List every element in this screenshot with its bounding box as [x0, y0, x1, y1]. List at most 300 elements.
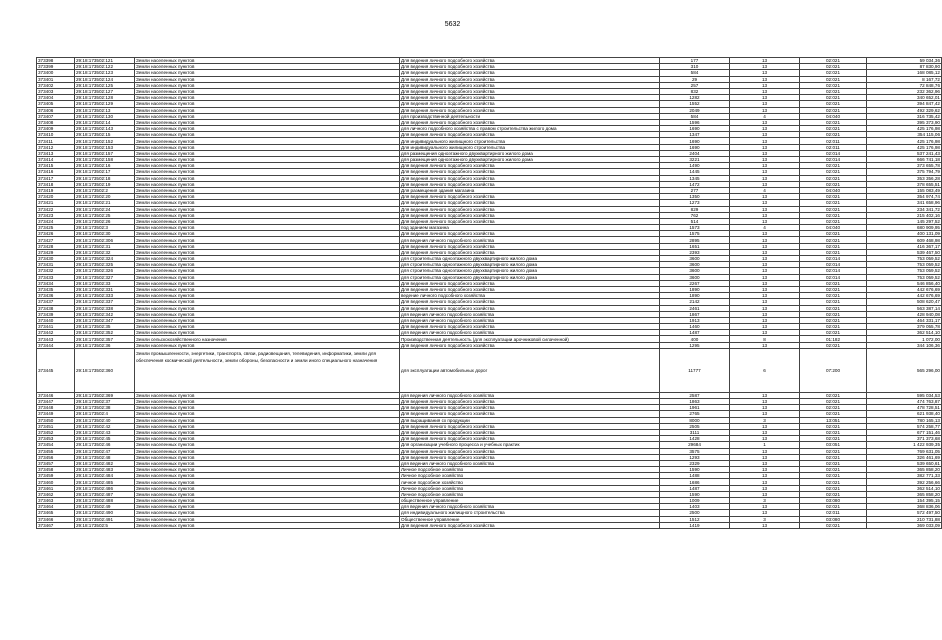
group-code-cell: 8: [730, 336, 800, 342]
type-code-cell: 02:011: [800, 138, 867, 144]
cadastral-value-cell: 769 631,05: [867, 448, 942, 454]
permitted-use-cell: Для ведения личного подсобного хозяйства: [400, 411, 660, 417]
group-code-cell: 3: [730, 417, 800, 423]
permitted-use-cell: Общественное управление: [400, 516, 660, 522]
area-cell: 1009: [660, 498, 730, 504]
cadastral-value-cell: 563 387,14: [867, 305, 942, 311]
cadastral-value-cell: 442 676,69: [867, 293, 942, 299]
type-code-cell: 02:021: [800, 467, 867, 473]
row-number-cell: 373451: [37, 423, 75, 429]
cadastral-number-cell: 29:18:173502:3: [75, 225, 135, 231]
row-number-cell: 373466: [37, 516, 75, 522]
type-code-cell: 02:021: [800, 88, 867, 94]
row-number-cell: 373412: [37, 144, 75, 150]
type-code-cell: 02:021: [800, 95, 867, 101]
cadastral-number-cell: 29:18:173502:4: [75, 411, 135, 417]
cadastral-value-cell: 369 033,09: [867, 522, 942, 528]
permitted-use-cell: Для ведения личного подсобного хозяйства: [400, 58, 660, 64]
row-number-cell: 373460: [37, 479, 75, 485]
cadastral-number-cell: 29:18:173502:31: [75, 243, 135, 249]
type-code-cell: 02:014: [800, 150, 867, 156]
cadastral-number-cell: 29:18:173502:483: [75, 467, 135, 473]
type-code-cell: 03:080: [800, 498, 867, 504]
land-category-cell: Земли населенных пунктов: [135, 150, 400, 156]
group-code-cell: 13: [730, 317, 800, 323]
group-code-cell: 13: [730, 286, 800, 292]
cadastral-number-cell: 29:18:173502:124: [75, 76, 135, 82]
cadastral-number-cell: 29:18:173502:326: [75, 268, 135, 274]
row-number-cell: 373417: [37, 175, 75, 181]
land-category-cell: Земли промышленности, энергетики, транспорта, связи, радиовещания, телевидения, информатики, земли для обеспечения космической деятельности, земли обороны, безопасности и земли иного специального назначения: [135, 348, 400, 392]
type-code-cell: 02:014: [800, 274, 867, 280]
area-cell: 832: [660, 88, 730, 94]
group-code-cell: 13: [730, 206, 800, 212]
group-code-cell: 13: [730, 479, 800, 485]
group-code-cell: 13: [730, 311, 800, 317]
type-code-cell: 02:021: [800, 460, 867, 466]
permitted-use-cell: Для ведения личного подсобного хозяйства: [400, 200, 660, 206]
permitted-use-cell: Для ведения личного подсобного хозяйства: [400, 423, 660, 429]
permitted-use-cell: для ведения личного подсобного хозяйства: [400, 392, 660, 398]
group-code-cell: 13: [730, 231, 800, 237]
cadastral-number-cell: 29:18:173502:486: [75, 485, 135, 491]
cadastral-value-cell: 365 858,20: [867, 491, 942, 497]
type-code-cell: 02:021: [800, 126, 867, 132]
cadastral-value-cell: 621 938,40: [867, 411, 942, 417]
permitted-use-cell: Для ведения личного подсобного хозяйства: [400, 342, 660, 348]
cadastral-number-cell: 29:18:173502:337: [75, 299, 135, 305]
cadastral-value-cell: 492 329,62: [867, 107, 942, 113]
area-cell: 584: [660, 70, 730, 76]
row-number-cell: 373416: [37, 169, 75, 175]
group-code-cell: 13: [730, 126, 800, 132]
area-cell: 1487: [660, 330, 730, 336]
row-number-cell: 373421: [37, 200, 75, 206]
type-code-cell: 02:021: [800, 399, 867, 405]
area-cell: 277: [660, 187, 730, 193]
land-category-cell: Земли населенных пунктов: [135, 249, 400, 255]
row-number-cell: 373406: [37, 107, 75, 113]
type-code-cell: 02:021: [800, 299, 867, 305]
cadastral-value-cell: 680 909,95: [867, 225, 942, 231]
group-code-cell: 13: [730, 194, 800, 200]
row-number-cell: 373419: [37, 187, 75, 193]
cadastral-value-cell: 72 848,76: [867, 82, 942, 88]
land-category-cell: Земли населенных пунктов: [135, 88, 400, 94]
row-number-cell: 373420: [37, 194, 75, 200]
table-body: [37, 58, 942, 529]
cadastral-number-cell: 29:18:173502:484: [75, 473, 135, 479]
type-code-cell: 02:021: [800, 70, 867, 76]
group-code-cell: 13: [730, 491, 800, 497]
type-code-cell: 04:040: [800, 113, 867, 119]
group-code-cell: 13: [730, 436, 800, 442]
area-cell: 3575: [660, 448, 730, 454]
cadastral-number-cell: 29:18:173502:49: [75, 504, 135, 510]
cadastral-value-cell: 609 468,98: [867, 237, 942, 243]
group-code-cell: 13: [730, 448, 800, 454]
row-number-cell: 373448: [37, 405, 75, 411]
permitted-use-cell: Для ведения личного подсобного хозяйства: [400, 76, 660, 82]
group-code-cell: 13: [730, 293, 800, 299]
permitted-use-cell: Для ведения личного подсобного хозяйства: [400, 95, 660, 101]
cadastral-value-cell: 210 731,88: [867, 516, 942, 522]
row-number-cell: 373431: [37, 262, 75, 268]
type-code-cell: 02:021: [800, 194, 867, 200]
area-cell: 2765: [660, 411, 730, 417]
group-code-cell: 13: [730, 485, 800, 491]
land-category-cell: Земли населенных пунктов: [135, 317, 400, 323]
land-category-cell: Земли населенных пунктов: [135, 126, 400, 132]
row-number-cell: 373453: [37, 436, 75, 442]
row-number-cell: 373464: [37, 504, 75, 510]
permitted-use-cell: для ведения личного подсобного хозяйства: [400, 317, 660, 323]
land-category-cell: Земли населенных пунктов: [135, 293, 400, 299]
area-cell: 2587: [660, 392, 730, 398]
land-category-cell: Земли населенных пунктов: [135, 212, 400, 218]
area-cell: 1890: [660, 293, 730, 299]
area-cell: 1575: [660, 231, 730, 237]
group-code-cell: 13: [730, 411, 800, 417]
cadastral-number-cell: 29:18:173502:369: [75, 392, 135, 398]
cadastral-value-cell: 87 830,90: [867, 64, 942, 70]
permitted-use-cell: для ведения личного подсобного хозяйства: [400, 330, 660, 336]
cadastral-number-cell: 29:18:173502:125: [75, 82, 135, 88]
type-code-cell: 02:021: [800, 175, 867, 181]
cadastral-value-cell: 416 367,17: [867, 243, 942, 249]
row-number-cell: 373456: [37, 454, 75, 460]
cadastral-number-cell: 29:18:173502:491: [75, 516, 135, 522]
table-row: [37, 348, 942, 392]
land-category-cell: Земли населенных пунктов: [135, 231, 400, 237]
type-code-cell: 02:021: [800, 169, 867, 175]
type-code-cell: 02:021: [800, 405, 867, 411]
land-category-cell: Земли населенных пунктов: [135, 510, 400, 516]
area-cell: 2049: [660, 107, 730, 113]
cadastral-number-cell: 29:18:173502:482: [75, 460, 135, 466]
land-category-cell: Земли населенных пунктов: [135, 299, 400, 305]
cadastral-number-cell: 29:18:173502:2: [75, 187, 135, 193]
cadastral-number-cell: 29:18:173502:15: [75, 132, 135, 138]
cadastral-value-cell: 425 176,98: [867, 138, 942, 144]
cadastral-number-cell: 29:18:173502:13: [75, 107, 135, 113]
land-category-cell: Земли населенных пунктов: [135, 58, 400, 64]
group-code-cell: 13: [730, 262, 800, 268]
land-category-cell: Земли населенных пунктов: [135, 163, 400, 169]
land-category-cell: Земли населенных пунктов: [135, 429, 400, 435]
area-cell: 29: [660, 76, 730, 82]
row-number-cell: 373459: [37, 473, 75, 479]
area-cell: 2505: [660, 423, 730, 429]
permitted-use-cell: Для ведения личного подсобного хозяйства: [400, 132, 660, 138]
cadastral-value-cell: 362 514,10: [867, 485, 942, 491]
group-code-cell: 13: [730, 473, 800, 479]
row-number-cell: 373435: [37, 286, 75, 292]
area-cell: 1487: [660, 485, 730, 491]
page-number: 5632: [444, 21, 461, 28]
type-code-cell: 02:021: [800, 454, 867, 460]
cadastral-value-cell: 392 256,66: [867, 479, 942, 485]
cadastral-number-cell: 29:18:173502:360: [75, 348, 135, 392]
group-code-cell: 13: [730, 274, 800, 280]
cadastral-number-cell: 29:18:173502:128: [75, 95, 135, 101]
row-number-cell: 373429: [37, 249, 75, 255]
permitted-use-cell: Для ведения личного подсобного хозяйства: [400, 218, 660, 224]
permitted-use-cell: для строительства одноэтажного двухквартирного жилого дома: [400, 268, 660, 274]
row-number-cell: 373430: [37, 256, 75, 262]
cadastral-value-cell: 234 341,72: [867, 206, 942, 212]
group-code-cell: 13: [730, 175, 800, 181]
land-category-cell: Земли населенных пунктов: [135, 64, 400, 70]
land-category-cell: Земли населенных пунктов: [135, 218, 400, 224]
area-cell: 1347: [660, 132, 730, 138]
cadastral-number-cell: 29:18:173502:130: [75, 113, 135, 119]
row-number-cell: 373405: [37, 101, 75, 107]
permitted-use-cell: Для ведения личного подсобного хозяйства: [400, 194, 660, 200]
permitted-use-cell: Для ведения личного подсобного хозяйства: [400, 70, 660, 76]
type-code-cell: 02:021: [800, 473, 867, 479]
cadastral-number-cell: 29:18:173502:38: [75, 405, 135, 411]
cadastral-value-cell: 425 176,98: [867, 126, 942, 132]
cadastral-number-cell: 29:18:173502:485: [75, 479, 135, 485]
permitted-use-cell: Для ведения личного подсобного хозяйства: [400, 64, 660, 70]
cadastral-value-cell: 572 497,50: [867, 510, 942, 516]
row-number-cell: 373446: [37, 392, 75, 398]
area-cell: 1573: [660, 225, 730, 231]
row-number-cell: 373454: [37, 442, 75, 448]
land-category-cell: Земли населенных пунктов: [135, 305, 400, 311]
group-code-cell: 13: [730, 467, 800, 473]
land-category-cell: Земли населенных пунктов: [135, 405, 400, 411]
cadastral-number-cell: 29:18:173502:30: [75, 231, 135, 237]
group-code-cell: 13: [730, 460, 800, 466]
row-number-cell: 373452: [37, 429, 75, 435]
area-cell: 514: [660, 218, 730, 224]
cadastral-number-cell: 29:18:173502:16: [75, 163, 135, 169]
row-number-cell: 373413: [37, 150, 75, 156]
permitted-use-cell: для индивидуального жилищного строительства: [400, 510, 660, 516]
land-category-cell: Земли населенных пунктов: [135, 76, 400, 82]
cadastral-number-cell: 29:18:173502:47: [75, 448, 135, 454]
row-number-cell: 373426: [37, 231, 75, 237]
land-category-cell: Земли населенных пунктов: [135, 225, 400, 231]
row-number-cell: 373450: [37, 417, 75, 423]
cadastral-number-cell: 29:18:173502:122: [75, 64, 135, 70]
type-code-cell: 02:011: [800, 144, 867, 150]
row-number-cell: 373432: [37, 268, 75, 274]
permitted-use-cell: Для ведения личного подсобного хозяйства: [400, 436, 660, 442]
permitted-use-cell: Для размещения здания магазина: [400, 187, 660, 193]
cadastral-number-cell: 29:18:173502:129: [75, 101, 135, 107]
cadastral-number-cell: 29:18:173502:5: [75, 522, 135, 528]
cadastral-value-cell: 168 085,12: [867, 70, 942, 76]
group-code-cell: 13: [730, 504, 800, 510]
land-category-cell: Земли населенных пунктов: [135, 200, 400, 206]
type-code-cell: 02:021: [800, 448, 867, 454]
cadastral-number-cell: 29:18:173502:333: [75, 293, 135, 299]
cadastral-value-cell: 341 658,96: [867, 200, 942, 206]
permitted-use-cell: для строительства одноэтажного двухквартирного жилого дома: [400, 256, 660, 262]
cadastral-value-cell: 394 847,42: [867, 101, 942, 107]
area-cell: 3600: [660, 274, 730, 280]
row-number-cell: 373399: [37, 64, 75, 70]
cadastral-number-cell: 29:18:173502:43: [75, 429, 135, 435]
permitted-use-cell: Для ведения личного подсобного хозяйства: [400, 206, 660, 212]
cadastral-number-cell: 29:18:173502:40: [75, 417, 135, 423]
row-number-cell: 373402: [37, 82, 75, 88]
permitted-use-cell: для эксплуатации автомобильных дорог: [400, 348, 660, 392]
cadastral-value-cell: 373 655,78: [867, 163, 942, 169]
group-code-cell: 13: [730, 181, 800, 187]
row-number-cell: 373467: [37, 522, 75, 528]
group-code-cell: 4: [730, 187, 800, 193]
type-code-cell: 02:021: [800, 82, 867, 88]
cadastral-number-cell: 29:18:173502:26: [75, 218, 135, 224]
type-code-cell: 02:021: [800, 305, 867, 311]
group-code-cell: 1: [730, 442, 800, 448]
land-category-cell: Земли населенных пунктов: [135, 194, 400, 200]
row-number-cell: 373444: [37, 342, 75, 348]
row-number-cell: 373442: [37, 330, 75, 336]
land-category-cell: Земли населенных пунктов: [135, 206, 400, 212]
type-code-cell: 02:021: [800, 212, 867, 218]
area-cell: 1350: [660, 194, 730, 200]
row-number-cell: 373409: [37, 126, 75, 132]
area-cell: 2461: [660, 305, 730, 311]
group-code-cell: 13: [730, 132, 800, 138]
group-code-cell: 13: [730, 510, 800, 516]
type-code-cell: 02:021: [800, 317, 867, 323]
cadastral-number-cell: 29:18:173502:24: [75, 206, 135, 212]
land-category-cell: Земли населенных пунктов: [135, 417, 400, 423]
permitted-use-cell: Для организации учебного процесса и учебных практик: [400, 442, 660, 448]
cadastral-number-cell: 29:18:173502:324: [75, 256, 135, 262]
cadastral-value-cell: 154 395,15: [867, 498, 942, 504]
area-cell: 1488: [660, 473, 730, 479]
group-code-cell: 13: [730, 88, 800, 94]
cadastral-value-cell: 574 258,77: [867, 423, 942, 429]
land-category-cell: Земли населенных пунктов: [135, 485, 400, 491]
land-registry-table: [36, 57, 942, 529]
group-code-cell: 13: [730, 107, 800, 113]
row-number-cell: 373438: [37, 305, 75, 311]
type-code-cell: 03:051: [800, 442, 867, 448]
row-number-cell: 373449: [37, 411, 75, 417]
row-number-cell: 373462: [37, 491, 75, 497]
cadastral-value-cell: 354 115,06: [867, 132, 942, 138]
type-code-cell: 02:021: [800, 249, 867, 255]
land-category-cell: Земли населенных пунктов: [135, 101, 400, 107]
area-cell: 310: [660, 64, 730, 70]
group-code-cell: 13: [730, 200, 800, 206]
area-cell: 2895: [660, 237, 730, 243]
type-code-cell: 02:014: [800, 262, 867, 268]
cadastral-value-cell: 474 763,87: [867, 399, 942, 405]
land-category-cell: Земли населенных пунктов: [135, 169, 400, 175]
group-code-cell: 13: [730, 212, 800, 218]
row-number-cell: 373437: [37, 299, 75, 305]
row-number-cell: 373441: [37, 324, 75, 330]
cadastral-value-cell: 595 034,53: [867, 392, 942, 398]
group-code-cell: 13: [730, 76, 800, 82]
row-number-cell: 373408: [37, 119, 75, 125]
cadastral-value-cell: 428 940,08: [867, 311, 942, 317]
type-code-cell: 02:021: [800, 163, 867, 169]
cadastral-value-cell: 666 741,18: [867, 157, 942, 163]
permitted-use-cell: Для ведения личного подсобного хозяйства: [400, 399, 660, 405]
area-cell: 2329: [660, 460, 730, 466]
cadastral-number-cell: 29:18:173502:25: [75, 212, 135, 218]
cadastral-number-cell: 29:18:173502:37: [75, 399, 135, 405]
permitted-use-cell: Для ведения личного подсобного хозяйства: [400, 181, 660, 187]
group-code-cell: 13: [730, 305, 800, 311]
row-number-cell: 373443: [37, 336, 75, 342]
area-cell: 1690: [660, 144, 730, 150]
type-code-cell: 02:021: [800, 342, 867, 348]
area-cell: 1890: [660, 286, 730, 292]
group-code-cell: 13: [730, 423, 800, 429]
area-cell: 2142: [660, 299, 730, 305]
cadastral-number-cell: 29:18:173502:36: [75, 342, 135, 348]
area-cell: 584: [660, 113, 730, 119]
area-cell: 1590: [660, 491, 730, 497]
permitted-use-cell: Личное подсобное хозяйство: [400, 485, 660, 491]
land-category-cell: Земли населенных пунктов: [135, 436, 400, 442]
cadastral-number-cell: 29:18:173502:158: [75, 157, 135, 163]
permitted-use-cell: Для ведения личного подсобного хозяйства: [400, 324, 660, 330]
permitted-use-cell: Для ведения личного подсобного хозяйства: [400, 454, 660, 460]
permitted-use-cell: Личное подсобное хозяйство: [400, 473, 660, 479]
row-number-cell: 373439: [37, 311, 75, 317]
area-cell: 1552: [660, 101, 730, 107]
cadastral-value-cell: 215 402,16: [867, 212, 942, 218]
type-code-cell: 02:021: [800, 64, 867, 70]
permitted-use-cell: Для ведения личного подсобного хозяйства: [400, 405, 660, 411]
area-cell: 1596: [660, 119, 730, 125]
row-number-cell: 373465: [37, 510, 75, 516]
cadastral-number-cell: 29:18:173502:490: [75, 510, 135, 516]
land-category-cell: Земли населенных пунктов: [135, 442, 400, 448]
permitted-use-cell: для личного подсобного хозяйства с правом строительства жилого дома: [400, 126, 660, 132]
group-code-cell: 13: [730, 163, 800, 169]
cadastral-number-cell: 29:18:173502:488: [75, 498, 135, 504]
type-code-cell: 02:021: [800, 286, 867, 292]
type-code-cell: 02:021: [800, 231, 867, 237]
area-cell: 1690: [660, 126, 730, 132]
cadastral-value-cell: 362 514,10: [867, 330, 942, 336]
cadastral-number-cell: 29:18:173502:17: [75, 169, 135, 175]
cadastral-value-cell: 375 794,79: [867, 169, 942, 175]
land-category-cell: Земли населенных пунктов: [135, 237, 400, 243]
group-code-cell: 6: [730, 348, 800, 392]
area-cell: 3600: [660, 256, 730, 262]
type-code-cell: 02:021: [800, 76, 867, 82]
permitted-use-cell: Для ведения личного подсобного хозяйства: [400, 299, 660, 305]
row-number-cell: 373436: [37, 293, 75, 299]
table-row: [37, 522, 942, 528]
permitted-use-cell: для строительства одноэтажного двухквартирного жилого дома: [400, 262, 660, 268]
cadastral-value-cell: 539 467,50: [867, 249, 942, 255]
area-cell: 3600: [660, 268, 730, 274]
area-cell: 1590: [660, 467, 730, 473]
type-code-cell: 02:021: [800, 181, 867, 187]
type-code-cell: 02:021: [800, 491, 867, 497]
cadastral-number-cell: 29:18:173502:46: [75, 442, 135, 448]
cadastral-value-cell: 539 650,61: [867, 460, 942, 466]
cadastral-number-cell: 29:18:173502:143: [75, 126, 135, 132]
cadastral-value-cell: 378 655,51: [867, 181, 942, 187]
cadastral-number-cell: 29:18:173502:121: [75, 58, 135, 64]
